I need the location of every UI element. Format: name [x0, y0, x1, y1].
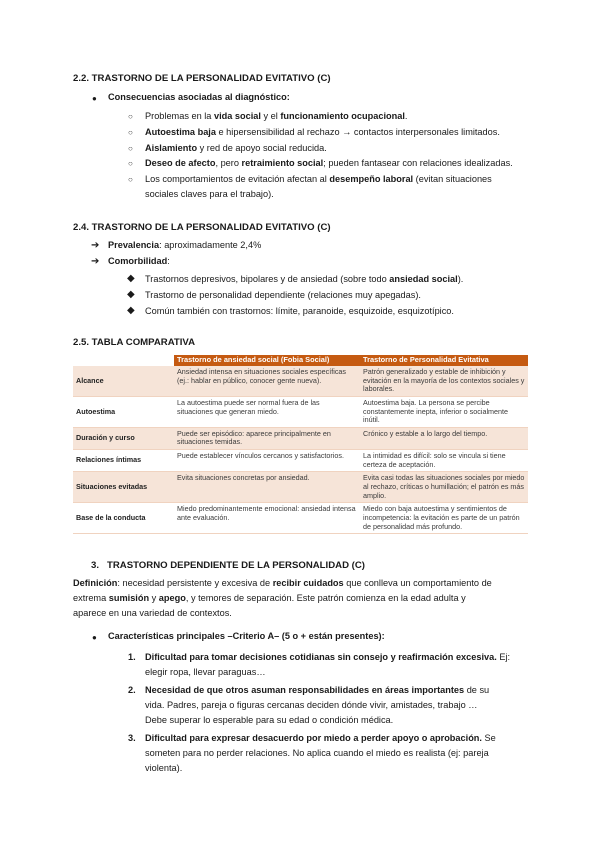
bold-text-run: Necesidad de que otros asuman responsabilidades en [145, 685, 385, 695]
text-run: extrema [73, 593, 109, 603]
table-row [73, 503, 528, 534]
consequence-item [145, 158, 513, 170]
criterion-text [145, 685, 489, 697]
table-row-header: Alcance [73, 366, 174, 396]
circle-bullet-icon: ○ [128, 144, 133, 153]
table-row-header: Duración y curso [73, 427, 174, 449]
table-cell: La autoestima puede ser normal fuera de las situaciones que generan miedo. [174, 396, 360, 427]
bold-text-run: retraimiento social [241, 158, 324, 168]
bold-text-run: ansiedad social [389, 274, 458, 284]
bold-text-run: sumisión [108, 593, 150, 603]
bullet-dot-icon: ● [92, 94, 97, 103]
table-row [73, 396, 528, 427]
section-heading-3: 3. TRASTORNO DEPENDIENTE DE LA PERSONALIDAD (C) [91, 560, 365, 571]
text-run: . [404, 111, 408, 121]
diamond-bullet-icon: ◆ [127, 273, 135, 284]
text-run: Los comportamientos de evitación afectan al [145, 174, 330, 184]
bold-text-run: Dificultad para expresar desacuerdo por miedo a perder apoyo o aprobación. [145, 733, 482, 743]
text-run: y red de apoyo social reducida. [197, 143, 327, 153]
criterion-number: 1. [128, 652, 136, 662]
arrow-right-icon: ➔ [91, 256, 100, 267]
table-row-header: Base de la conducta [73, 503, 174, 534]
table-row-header: Situaciones evitadas [73, 472, 174, 503]
bold-text-run: vida social [213, 111, 261, 121]
text-run: Ej: [496, 652, 511, 662]
table-corner-cell [73, 355, 174, 366]
circle-bullet-icon: ○ [128, 159, 133, 168]
table-row [73, 427, 528, 449]
prevalence-line: Prevalencia: aproximadamente 2,4% [108, 240, 262, 250]
text-run: ; pueden fantasear con relaciones idealizadas. [323, 158, 513, 168]
bullet-consecuencias: Consecuencias asociadas al diagnóstico: [108, 92, 290, 102]
bold-text-run: recibir cuidados [272, 578, 344, 588]
consequence-item [145, 111, 407, 123]
bold-text-run: desempeño laboral [329, 174, 414, 184]
text-run: , pero [215, 158, 242, 168]
text-run: Común también con trastornos: límite, paranoide, esquizoide, esquizotípico. [145, 306, 454, 316]
consequence-item [145, 174, 492, 186]
table-cell: Evita casi todas las situaciones sociales por miedo al rechazo, críticas o humillación; el patrón es más amplio. [360, 472, 528, 503]
text-run: y el [260, 111, 281, 121]
table-column-header: Trastorno de ansiedad social (Fobia Social) [174, 355, 360, 366]
criterion-text [145, 733, 496, 745]
circle-bullet-icon: ○ [128, 112, 133, 121]
criterion-text-cont: vida. Padres, pareja o figuras cercanas deciden dónde vivir, amistades, trabajo … [145, 700, 478, 710]
bullet-dot-icon: ● [92, 633, 97, 642]
comorbid-item [145, 274, 463, 286]
section-heading-2-2: 2.2. TRASTORNO DE LA PERSONALIDAD EVITATIVO (C) [73, 73, 331, 84]
section-heading-2-4: 2.4. TRASTORNO DE LA PERSONALIDAD EVITATIVO (C) [73, 222, 331, 233]
table-row-header: Relaciones íntimas [73, 450, 174, 472]
consequence-item [145, 143, 327, 155]
comorbid-item [145, 290, 421, 302]
text-run: Trastornos depresivos, bipolares y de ansiedad (sobre todo [145, 274, 390, 284]
table-column-header: Trastorno de Personalidad Evitativa [360, 355, 528, 366]
bold-text-run: Dificultad para tomar decisiones cotidianas sin consejo y reafirmación excesiva. [145, 652, 497, 662]
bold-text-run: apego [158, 593, 186, 603]
comorbid-item [145, 306, 454, 318]
bold-text-run: Deseo de afecto [145, 158, 216, 168]
table-cell: Miedo con baja autoestima y sentimientos de incompetencia: la evitación es parte de un patrón de personalidad más profundo. [360, 503, 528, 534]
criterion-number: 2. [128, 685, 136, 695]
arrow-right-icon: ➔ [91, 240, 100, 251]
criterion-text-cont: violenta). [145, 763, 183, 773]
table-row-header: Autoestima [73, 396, 174, 427]
bold-text-run: funcionamiento ocupacional [280, 111, 405, 121]
text-run: Se [481, 733, 496, 743]
circle-bullet-icon: ○ [128, 128, 133, 137]
table-cell: Miedo predominantemente emocional: ansiedad intensa ante evaluación. [174, 503, 360, 534]
comparison-table [73, 355, 528, 534]
definition-line [73, 593, 466, 605]
bold-text-run: Definición [73, 578, 118, 588]
criterion-text-cont: Debe superar lo esperable para su edad o condición médica. [145, 715, 394, 725]
text-run: que conlleva un comportamiento de [343, 578, 492, 588]
text-run: de su [464, 685, 490, 695]
table-row [73, 472, 528, 503]
definition-line [73, 578, 492, 590]
criterion-number: 3. [128, 733, 136, 743]
comorbidity-line: Comorbilidad: [108, 256, 170, 266]
bold-text-run: áreas importantes [384, 685, 465, 695]
criterion-text-cont: someten para no perder relaciones. No aplica cuando el miedo es realista (ej: pareja [145, 748, 489, 758]
bold-text-run: Autoestima baja [145, 127, 216, 137]
consequence-item [145, 127, 500, 139]
bold-text-run: Aislamiento [145, 143, 198, 153]
diamond-bullet-icon: ◆ [127, 289, 135, 300]
diamond-bullet-icon: ◆ [127, 305, 135, 316]
table-cell: Crónico y estable a lo largo del tiempo. [360, 427, 528, 449]
criterion-text [145, 652, 510, 664]
table-cell: Puede ser episódico: aparece principalmente en situaciones temidas. [174, 427, 360, 449]
text-run: , y temores de separación. Este patrón comienza en la edad adulta y [185, 593, 466, 603]
table-cell: La intimidad es difícil: solo se vincula si tiene certeza de aceptación. [360, 450, 528, 472]
text-run: y [149, 593, 159, 603]
definition-line: aparece en una variedad de contextos. [73, 608, 232, 618]
table-cell: Autoestima baja. La persona se percibe constantemente inepta, inferior o socialmente inútil. [360, 396, 528, 427]
text-run: ). [457, 274, 464, 284]
table-cell: Puede establecer vínculos cercanos y satisfactorios. [174, 450, 360, 472]
table-row [73, 366, 528, 396]
table-cell: Patrón generalizado y estable de inhibición y evitación en la mayoría de los contextos sociales y laborales. [360, 366, 528, 396]
section-heading-2-5: 2.5. TABLA COMPARATIVA [73, 337, 196, 348]
table-cell: Evita situaciones concretas por ansiedad. [174, 472, 360, 503]
text-run: : necesidad persistente y excesiva de [117, 578, 273, 588]
circle-bullet-icon: ○ [128, 175, 133, 184]
criteria-heading: Características principales –Criterio A– (5 o + están presentes): [108, 631, 385, 641]
text-run: e hipersensibilidad al rechazo → contactos interpersonales limitados. [215, 127, 500, 137]
text-run: (evitan situaciones [413, 174, 492, 184]
text-run: Trastorno de personalidad dependiente (relaciones muy apegadas). [145, 290, 421, 300]
table-cell: Ansiedad intensa en situaciones sociales específicas (ej.: hablar en público, conocer gente nueva). [174, 366, 360, 396]
table-row [73, 450, 528, 472]
criterion-text-cont: elegir ropa, llevar paraguas… [145, 667, 266, 677]
consequence-item-cont: sociales claves para el trabajo). [145, 189, 274, 199]
text-run: Problemas en la [145, 111, 214, 121]
